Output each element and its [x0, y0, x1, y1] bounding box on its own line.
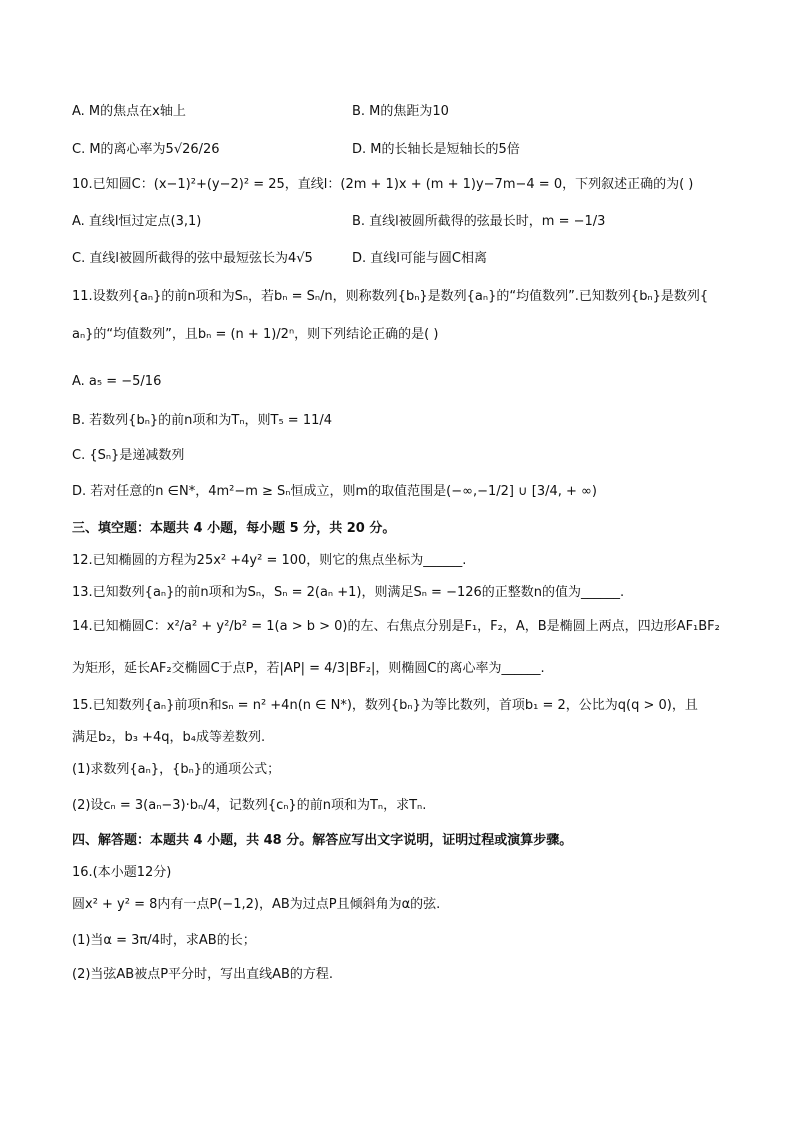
q10-option-a: A. 直线l恒过定点(3,1)	[72, 214, 202, 229]
q16-part1: (1)当α = 3π/4时，求AB的长；	[72, 933, 256, 948]
q16-score: 16.(本小题12分)	[72, 865, 172, 880]
q16-part2: (2)当弦AB被点P平分时，写出直线AB的方程.	[72, 967, 334, 982]
q14-line1: 14.已知椭圆C：x²/a² + y²/b² = 1(a > b > 0)的左、右焦点分别是F₁，F₂，A，B是椭圆上两点，四边形AF₁BF₂	[72, 619, 720, 634]
q9-option-a: A. M的焦点在x轴上	[72, 104, 186, 119]
question-12: 12.已知椭圆的方程为25x² +4y² = 100，则它的焦点坐标为______.	[72, 553, 467, 568]
question-13: 13.已知数列{aₙ}的前n项和为Sₙ，Sₙ = 2(aₙ +1)，则满足Sₙ = −126的正整数n的值为______.	[72, 585, 625, 600]
q14-line2: 为矩形，延长AF₂交椭圆C于点P，若|AP| = 4/3|BF₂|，则椭圆C的离心率为______.	[72, 661, 545, 676]
section-4-heading: 四、解答题：本题共 4 小题，共 48 分。解答应写出文字说明，证明过程或演算步骤。	[72, 833, 573, 848]
q15-line2: 满足b₂，b₃ +4q，b₄成等差数列.	[72, 730, 266, 745]
q9-option-d: D. M的长轴长是短轴长的5倍	[352, 142, 520, 157]
q11-stem-line1: 11.设数列{aₙ}的前n项和为Sₙ，若bₙ = Sₙ/n，则称数列{bₙ}是数列{aₙ}的“均值数列”.已知数列{bₙ}是数列{	[72, 289, 709, 304]
section-3-heading: 三、填空题：本题共 4 小题，每小题 5 分，共 20 分。	[72, 521, 396, 536]
q10-stem: 10.已知圆C：(x−1)²+(y−2)² = 25，直线l：(2m + 1)x + (m + 1)y−7m−4 = 0，下列叙述正确的为( )	[72, 177, 694, 192]
q10-option-c: C. 直线l被圆所截得的弦中最短弦长为4√5	[72, 251, 313, 266]
q11-option-c: C. {Sₙ}是递减数列	[72, 448, 185, 463]
q9-option-c: C. M的离心率为5√26/26	[72, 142, 220, 157]
q16-stem: 圆x² + y² = 8内有一点P(−1,2)，AB为过点P且倾斜角为α的弦.	[72, 897, 441, 912]
q9-option-b: B. M的焦距为10	[352, 104, 449, 119]
q10-option-b: B. 直线l被圆所截得的弦最长时，m = −1/3	[352, 214, 606, 229]
q11-option-a: A. a₅ = −5/16	[72, 374, 162, 389]
q15-line1: 15.已知数列{aₙ}前项n和sₙ = n² +4n(n ∈ N*)，数列{bₙ}为等比数列，首项b₁ = 2，公比为q(q > 0)，且	[72, 698, 698, 713]
q15-part2: (2)设cₙ = 3(aₙ−3)·bₙ/4，记数列{cₙ}的前n项和为Tₙ，求Tₙ.	[72, 798, 427, 813]
q10-option-d: D. 直线l可能与圆C相离	[352, 251, 487, 266]
q11-stem-line2: aₙ}的“均值数列”，且bₙ = (n + 1)/2ⁿ，则下列结论正确的是( )	[72, 327, 439, 342]
q11-option-b: B. 若数列{bₙ}的前n项和为Tₙ，则T₅ = 11/4	[72, 413, 333, 428]
q11-option-d: D. 若对任意的n ∈N*，4m²−m ≥ Sₙ恒成立，则m的取值范围是(−∞,−1/2] ∪ [3/4, + ∞)	[72, 484, 597, 499]
q15-part1: (1)求数列{aₙ}，{bₙ}的通项公式；	[72, 762, 281, 777]
